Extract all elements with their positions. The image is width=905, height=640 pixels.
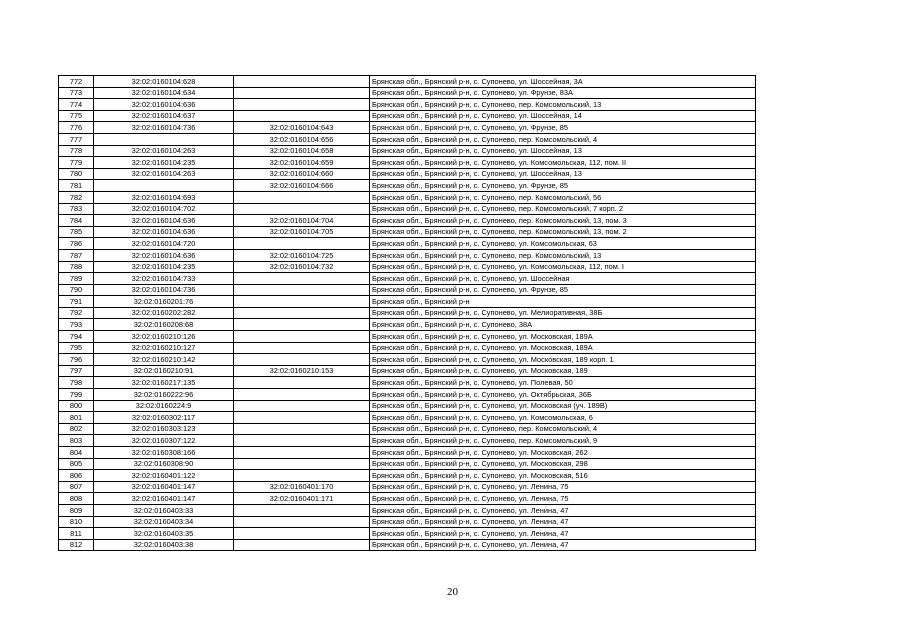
cadastral-number-cell: 32:02:0160104:634 bbox=[94, 87, 234, 99]
table-row bbox=[59, 99, 756, 111]
table-row bbox=[59, 226, 756, 238]
linked-cadastral-number-cell bbox=[234, 400, 370, 412]
cadastral-number-cell: 32:02:0160202:282 bbox=[94, 307, 234, 319]
cadastral-number-cell: 32:02:0160210:127 bbox=[94, 342, 234, 354]
address-cell: Брянская обл., Брянский р-н, с. Супонево, ул. Фрунзе, 85 bbox=[370, 180, 756, 192]
address-cell: Брянская обл., Брянский р-н, с. Супонево, пер. Комсомольский, 13, пом. 3 bbox=[370, 215, 756, 227]
table-row bbox=[59, 470, 756, 482]
linked-cadastral-number-cell bbox=[234, 412, 370, 424]
table-row bbox=[59, 412, 756, 424]
row-number-cell: 772 bbox=[59, 76, 94, 88]
row-number-cell: 801 bbox=[59, 412, 94, 424]
table-row bbox=[59, 481, 756, 493]
row-number-cell: 810 bbox=[59, 516, 94, 528]
row-number-cell: 779 bbox=[59, 157, 94, 169]
table-row bbox=[59, 145, 756, 157]
cadastral-number-cell: 32:02:0160104:733 bbox=[94, 273, 234, 285]
row-number-cell: 809 bbox=[59, 504, 94, 516]
row-number-cell: 811 bbox=[59, 528, 94, 540]
row-number-cell: 787 bbox=[59, 249, 94, 261]
address-cell: Брянская обл., Брянский р-н, с. Супонево, ул. Комсомольская, 112, пом. I bbox=[370, 261, 756, 273]
linked-cadastral-number-cell bbox=[234, 423, 370, 435]
cadastral-number-cell: 32:02:0160104:693 bbox=[94, 191, 234, 203]
cadastral-number-cell: 32:02:0160104:235 bbox=[94, 261, 234, 273]
linked-cadastral-number-cell bbox=[234, 273, 370, 285]
cadastral-number-cell: 32:02:0160308:166 bbox=[94, 447, 234, 459]
table-row bbox=[59, 365, 756, 377]
address-cell: Брянская обл., Брянский р-н, с. Супонево, пер. Комсомольский, 13, пом. 2 bbox=[370, 226, 756, 238]
address-cell: Брянская обл., Брянский р-н, с. Супонево, пер. Комсомольский, 13 bbox=[370, 99, 756, 111]
cadastral-number-cell: 32:02:0160104:736 bbox=[94, 122, 234, 134]
row-number-cell: 783 bbox=[59, 203, 94, 215]
row-number-cell: 803 bbox=[59, 435, 94, 447]
table-row bbox=[59, 273, 756, 285]
row-number-cell: 799 bbox=[59, 389, 94, 401]
table-row bbox=[59, 516, 756, 528]
table-row bbox=[59, 447, 756, 459]
address-cell: Брянская обл., Брянский р-н, с. Супонево, ул. Шоссейная, 14 bbox=[370, 110, 756, 122]
table-row bbox=[59, 435, 756, 447]
address-cell: Брянская обл., Брянский р-н, с. Супонево, пер. Комсомольский, 9 bbox=[370, 435, 756, 447]
address-cell: Брянская обл., Брянский р-н, с. Супонево, ул. Комсомольская, 112, пом. II bbox=[370, 157, 756, 169]
cadastral-number-cell: 32:02:0160201:76 bbox=[94, 296, 234, 308]
cadastral-number-cell: 32:02:0160303:123 bbox=[94, 423, 234, 435]
address-cell: Брянская обл., Брянский р-н, с. Супонево, ул. Московская, 298 bbox=[370, 458, 756, 470]
row-number-cell: 786 bbox=[59, 238, 94, 250]
address-cell: Брянская обл., Брянский р-н, с. Супонево, ул. Ленина, 75 bbox=[370, 493, 756, 505]
row-number-cell: 781 bbox=[59, 180, 94, 192]
linked-cadastral-number-cell bbox=[234, 528, 370, 540]
address-cell: Брянская обл., Брянский р-н, с. Супонево, ул. Комсомольская, 6 bbox=[370, 412, 756, 424]
cadastral-number-cell: 32:02:0160403:34 bbox=[94, 516, 234, 528]
row-number-cell: 790 bbox=[59, 284, 94, 296]
linked-cadastral-number-cell: 32:02:0160104:656 bbox=[234, 133, 370, 145]
linked-cadastral-number-cell bbox=[234, 307, 370, 319]
cadastral-number-cell: 32:02:0160224:9 bbox=[94, 400, 234, 412]
address-cell: Брянская обл., Брянский р-н, с. Супонево, пер. Комсомольский, 56 bbox=[370, 191, 756, 203]
row-number-cell: 808 bbox=[59, 493, 94, 505]
row-number-cell: 789 bbox=[59, 273, 94, 285]
linked-cadastral-number-cell: 32:02:0160104:732 bbox=[234, 261, 370, 273]
linked-cadastral-number-cell bbox=[234, 516, 370, 528]
table-row bbox=[59, 180, 756, 192]
address-cell: Брянская обл., Брянский р-н, с. Супонево, ул. Ленина, 47 bbox=[370, 528, 756, 540]
linked-cadastral-number-cell bbox=[234, 319, 370, 331]
linked-cadastral-number-cell bbox=[234, 435, 370, 447]
linked-cadastral-number-cell bbox=[234, 238, 370, 250]
table-row bbox=[59, 528, 756, 540]
cadastral-number-cell: 32:02:0160210:142 bbox=[94, 354, 234, 366]
linked-cadastral-number-cell: 32:02:0160401:171 bbox=[234, 493, 370, 505]
row-number-cell: 797 bbox=[59, 365, 94, 377]
row-number-cell: 792 bbox=[59, 307, 94, 319]
table-row bbox=[59, 389, 756, 401]
address-cell: Брянская обл., Брянский р-н, с. Супонево, ул. Мелиоративная, 38Б bbox=[370, 307, 756, 319]
address-cell: Брянская обл., Брянский р-н, с. Супонево, пер. Комсомольский, 4 bbox=[370, 423, 756, 435]
linked-cadastral-number-cell bbox=[234, 377, 370, 389]
row-number-cell: 812 bbox=[59, 539, 94, 551]
cadastral-number-cell: 32:02:0160104:235 bbox=[94, 157, 234, 169]
cadastral-number-cell: 32:02:0160401:147 bbox=[94, 493, 234, 505]
linked-cadastral-number-cell: 32:02:0160104:660 bbox=[234, 168, 370, 180]
row-number-cell: 788 bbox=[59, 261, 94, 273]
linked-cadastral-number-cell: 32:02:0160104:704 bbox=[234, 215, 370, 227]
cadastral-number-cell: 32:02:0160222:96 bbox=[94, 389, 234, 401]
row-number-cell: 793 bbox=[59, 319, 94, 331]
table-row bbox=[59, 157, 756, 169]
linked-cadastral-number-cell bbox=[234, 191, 370, 203]
linked-cadastral-number-cell bbox=[234, 539, 370, 551]
linked-cadastral-number-cell bbox=[234, 110, 370, 122]
cadastral-number-cell: 32:02:0160104:636 bbox=[94, 99, 234, 111]
row-number-cell: 776 bbox=[59, 122, 94, 134]
linked-cadastral-number-cell: 32:02:0160104:659 bbox=[234, 157, 370, 169]
row-number-cell: 802 bbox=[59, 423, 94, 435]
row-number-cell: 791 bbox=[59, 296, 94, 308]
table-row bbox=[59, 284, 756, 296]
cadastral-number-cell: 32:02:0160308:90 bbox=[94, 458, 234, 470]
cadastral-number-cell: 32:02:0160403:35 bbox=[94, 528, 234, 540]
linked-cadastral-number-cell bbox=[234, 284, 370, 296]
table-row bbox=[59, 261, 756, 273]
table-row bbox=[59, 342, 756, 354]
table-row bbox=[59, 493, 756, 505]
table-row bbox=[59, 203, 756, 215]
address-cell: Брянская обл., Брянский р-н, с. Супонево, ул. Шоссейная bbox=[370, 273, 756, 285]
linked-cadastral-number-cell bbox=[234, 99, 370, 111]
linked-cadastral-number-cell bbox=[234, 342, 370, 354]
address-cell: Брянская обл., Брянский р-н, с. Супонево, ул. Ленина, 75 bbox=[370, 481, 756, 493]
table-row bbox=[59, 539, 756, 551]
address-cell: Брянская обл., Брянский р-н, с. Супонево, ул. Октябрьская, 36Б bbox=[370, 389, 756, 401]
cadastral-number-cell bbox=[94, 180, 234, 192]
row-number-cell: 775 bbox=[59, 110, 94, 122]
row-number-cell: 780 bbox=[59, 168, 94, 180]
cadastral-number-cell: 32:02:0160104:636 bbox=[94, 249, 234, 261]
row-number-cell: 774 bbox=[59, 99, 94, 111]
address-cell: Брянская обл., Брянский р-н, с. Супонево, ул. Фрунзе, 85 bbox=[370, 122, 756, 134]
linked-cadastral-number-cell bbox=[234, 447, 370, 459]
table-row bbox=[59, 296, 756, 308]
address-cell: Брянская обл., Брянский р-н, с. Супонево, ул. Шоссейная, 3А bbox=[370, 76, 756, 88]
table-body bbox=[59, 76, 756, 551]
linked-cadastral-number-cell bbox=[234, 504, 370, 516]
cadastral-number-cell: 32:02:0160104:637 bbox=[94, 110, 234, 122]
cadastral-number-cell: 32:02:0160104:263 bbox=[94, 168, 234, 180]
cadastral-number-cell: 32:02:0160104:628 bbox=[94, 76, 234, 88]
linked-cadastral-number-cell: 32:02:0160104:666 bbox=[234, 180, 370, 192]
linked-cadastral-number-cell bbox=[234, 76, 370, 88]
linked-cadastral-number-cell: 32:02:0160104:643 bbox=[234, 122, 370, 134]
address-cell: Брянская обл., Брянский р-н, с. Супонево, пер. Комсомольский, 13 bbox=[370, 249, 756, 261]
table-row bbox=[59, 110, 756, 122]
row-number-cell: 794 bbox=[59, 331, 94, 343]
address-cell: Брянская обл., Брянский р-н, с. Супонево, 38А bbox=[370, 319, 756, 331]
cadastral-number-cell: 32:02:0160302:117 bbox=[94, 412, 234, 424]
linked-cadastral-number-cell: 32:02:0160104:725 bbox=[234, 249, 370, 261]
table-row bbox=[59, 87, 756, 99]
table-row bbox=[59, 319, 756, 331]
row-number-cell: 785 bbox=[59, 226, 94, 238]
table-row bbox=[59, 331, 756, 343]
address-cell: Брянская обл., Брянский р-н, с. Супонево, ул. Шоссейная, 13 bbox=[370, 145, 756, 157]
address-cell: Брянская обл., Брянский р-н, с. Супонево, ул. Московская, 189 bbox=[370, 365, 756, 377]
row-number-cell: 777 bbox=[59, 133, 94, 145]
table-row bbox=[59, 377, 756, 389]
linked-cadastral-number-cell bbox=[234, 458, 370, 470]
table-row bbox=[59, 458, 756, 470]
address-cell: Брянская обл., Брянский р-н, с. Супонево, ул. Фрунзе, 83А bbox=[370, 87, 756, 99]
row-number-cell: 784 bbox=[59, 215, 94, 227]
page-number: 20 bbox=[447, 586, 458, 598]
cadastral-number-cell: 32:02:0160104:702 bbox=[94, 203, 234, 215]
address-cell: Брянская обл., Брянский р-н, с. Супонево, ул. Фрунзе, 85 bbox=[370, 284, 756, 296]
cadastral-number-cell: 32:02:0160401:122 bbox=[94, 470, 234, 482]
address-cell: Брянская обл., Брянский р-н, с. Супонево, пер. Комсомольский, 4 bbox=[370, 133, 756, 145]
linked-cadastral-number-cell bbox=[234, 331, 370, 343]
cadastral-number-cell: 32:02:0160104:263 bbox=[94, 145, 234, 157]
table-row bbox=[59, 215, 756, 227]
linked-cadastral-number-cell: 32:02:0160104:658 bbox=[234, 145, 370, 157]
cadastral-number-cell: 32:02:0160210:91 bbox=[94, 365, 234, 377]
cadastral-number-cell bbox=[94, 133, 234, 145]
address-cell: Брянская обл., Брянский р-н, с. Супонево, ул. Московская, 189А bbox=[370, 331, 756, 343]
linked-cadastral-number-cell bbox=[234, 296, 370, 308]
row-number-cell: 796 bbox=[59, 354, 94, 366]
table-row bbox=[59, 504, 756, 516]
address-cell: Брянская обл., Брянский р-н, с. Супонево, ул. Московская, 189 корп. 1 bbox=[370, 354, 756, 366]
table-row bbox=[59, 400, 756, 412]
linked-cadastral-number-cell bbox=[234, 203, 370, 215]
linked-cadastral-number-cell bbox=[234, 389, 370, 401]
row-number-cell: 805 bbox=[59, 458, 94, 470]
table-row bbox=[59, 238, 756, 250]
row-number-cell: 798 bbox=[59, 377, 94, 389]
row-number-cell: 804 bbox=[59, 447, 94, 459]
linked-cadastral-number-cell: 32:02:0160104:705 bbox=[234, 226, 370, 238]
row-number-cell: 806 bbox=[59, 470, 94, 482]
cadastral-number-cell: 32:02:0160217:135 bbox=[94, 377, 234, 389]
linked-cadastral-number-cell: 32:02:0160401:170 bbox=[234, 481, 370, 493]
cadastral-number-cell: 32:02:0160307:122 bbox=[94, 435, 234, 447]
cadastral-number-cell: 32:02:0160104:636 bbox=[94, 226, 234, 238]
address-cell: Брянская обл., Брянский р-н, с. Супонево, ул. Комсомольская, 63 bbox=[370, 238, 756, 250]
cadastral-number-cell: 32:02:0160104:736 bbox=[94, 284, 234, 296]
cadastral-number-cell: 32:02:0160208:68 bbox=[94, 319, 234, 331]
table-row bbox=[59, 122, 756, 134]
linked-cadastral-number-cell bbox=[234, 87, 370, 99]
linked-cadastral-number-cell: 32:02:0160210:153 bbox=[234, 365, 370, 377]
address-cell: Брянская обл., Брянский р-н, с. Супонево, ул. Шоссейная, 13 bbox=[370, 168, 756, 180]
address-cell: Брянская обл., Брянский р-н, с. Супонево, ул. Московская, 189А bbox=[370, 342, 756, 354]
row-number-cell: 773 bbox=[59, 87, 94, 99]
table-row bbox=[59, 191, 756, 203]
row-number-cell: 778 bbox=[59, 145, 94, 157]
table-row bbox=[59, 76, 756, 88]
table-row bbox=[59, 249, 756, 261]
table-row bbox=[59, 168, 756, 180]
address-cell: Брянская обл., Брянский р-н, с. Супонево, ул. Московская, 262 bbox=[370, 447, 756, 459]
row-number-cell: 807 bbox=[59, 481, 94, 493]
table-row bbox=[59, 354, 756, 366]
table-row bbox=[59, 307, 756, 319]
row-number-cell: 782 bbox=[59, 191, 94, 203]
address-cell: Брянская обл., Брянский р-н, с. Супонево, ул. Ленина, 47 bbox=[370, 504, 756, 516]
address-cell: Брянская обл., Брянский р-н, с. Супонево, ул. Московская (уч. 189В) bbox=[370, 400, 756, 412]
cadastral-number-cell: 32:02:0160403:33 bbox=[94, 504, 234, 516]
table-row bbox=[59, 133, 756, 145]
address-cell: Брянская обл., Брянский р-н, с. Супонево, ул. Московская, 516 bbox=[370, 470, 756, 482]
cadastral-number-cell: 32:02:0160104:636 bbox=[94, 215, 234, 227]
table-row bbox=[59, 423, 756, 435]
address-cell: Брянская обл., Брянский р-н, с. Супонево, ул. Ленина, 47 bbox=[370, 516, 756, 528]
cadastral-number-cell: 32:02:0160403:38 bbox=[94, 539, 234, 551]
cadastral-number-cell: 32:02:0160401:147 bbox=[94, 481, 234, 493]
cadastral-table bbox=[58, 75, 756, 551]
address-cell: Брянская обл., Брянский р-н bbox=[370, 296, 756, 308]
address-cell: Брянская обл., Брянский р-н, с. Супонево, ул. Ленина, 47 bbox=[370, 539, 756, 551]
linked-cadastral-number-cell bbox=[234, 470, 370, 482]
cadastral-number-cell: 32:02:0160104:720 bbox=[94, 238, 234, 250]
cadastral-number-cell: 32:02:0160210:126 bbox=[94, 331, 234, 343]
row-number-cell: 795 bbox=[59, 342, 94, 354]
address-cell: Брянская обл., Брянский р-н, с. Супонево, ул. Полевая, 50 bbox=[370, 377, 756, 389]
address-cell: Брянская обл., Брянский р-н, с. Супонево, пер. Комсомольский, 7 корп. 2 bbox=[370, 203, 756, 215]
row-number-cell: 800 bbox=[59, 400, 94, 412]
linked-cadastral-number-cell bbox=[234, 354, 370, 366]
